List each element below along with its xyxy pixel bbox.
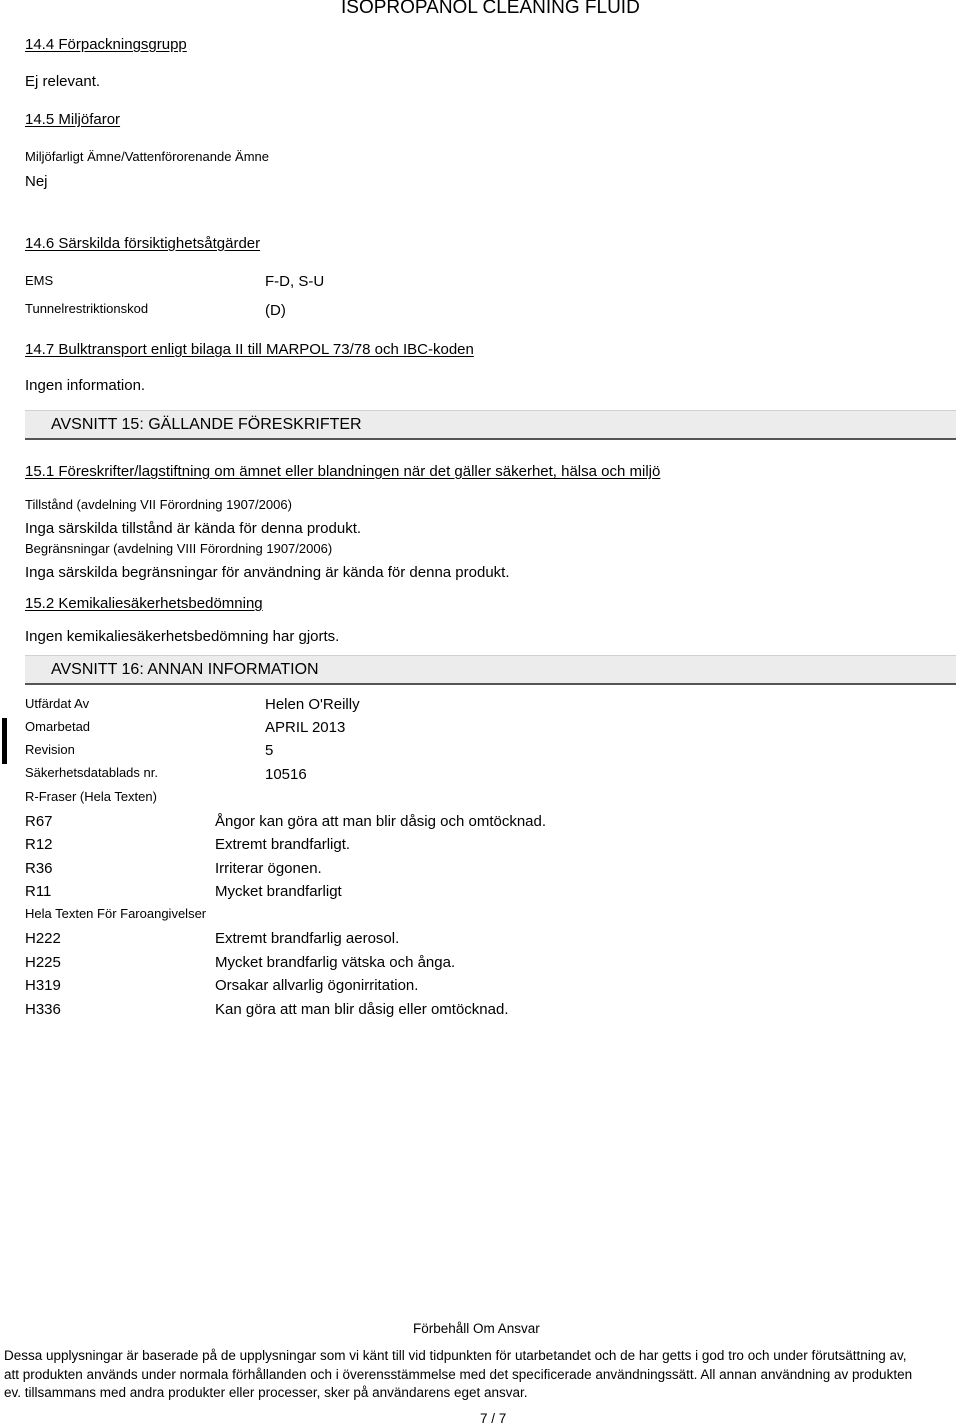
r-phrase-text: Irriterar ögonen. <box>215 860 322 877</box>
disclaimer-line-1: Dessa upplysningar är baserade på de upplysningar som vi känt till vid tidpunkten för utarbetandet och de har getts i god tro och under förutsättning av, <box>4 1348 907 1363</box>
r-phrase-code: R67 <box>25 813 53 830</box>
authorisation-label: Tillstånd (avdelning VII Förordning 1907/2006) <box>25 497 292 512</box>
r-phrase-code: R36 <box>25 860 53 877</box>
bulk-transport-text: Ingen information. <box>25 377 146 394</box>
chemical-safety-text: Ingen kemikaliesäkerhetsbedömning har gjorts. <box>25 628 340 645</box>
revision-value: 5 <box>265 742 274 759</box>
section-15-title: AVSNITT 15: GÄLLANDE FÖRESKRIFTER <box>51 416 362 433</box>
h-statement-text: Orsakar allvarlig ögonirritation. <box>215 977 419 994</box>
r-phrases-heading: R-Fraser (Hela Texten) <box>25 789 157 804</box>
h-statements-heading: Hela Texten För Faroangivelser <box>25 906 207 921</box>
restrictions-label: Begränsningar (avdelning VIII Förordning 1907/2006) <box>25 541 333 556</box>
disclaimer-line-3: ev. tillsammans med andra produkter eller processer, sker på användarens eget ansvar. <box>4 1385 528 1400</box>
ems-value: F-D, S-U <box>265 273 325 290</box>
revision-label: Revision <box>25 742 75 757</box>
r-phrase-code: R11 <box>25 883 52 900</box>
env-hazard-value: Nej <box>25 173 48 190</box>
issued-by-value: Helen O'Reilly <box>265 696 360 713</box>
env-hazard-label: Miljöfarligt Ämne/Vattenförorenande Ämne <box>25 149 269 164</box>
r-phrase-text: Mycket brandfarligt <box>215 883 342 900</box>
section-16-band <box>25 655 956 685</box>
heading-15-1: 15.1 Föreskrifter/lagstiftning om ämnet eller blandningen när det gäller säkerhet, hälsa och miljö <box>25 463 661 480</box>
heading-15-2: 15.2 Kemikaliesäkerhetsbedömning <box>25 595 263 612</box>
h-statement-code: H225 <box>25 954 61 971</box>
sds-number-value: 10516 <box>265 766 307 783</box>
sds-number-label: Säkerhetsdatablads nr. <box>25 765 158 780</box>
document-title: ISOPROPANOL CLEANING FLUID <box>341 0 640 18</box>
page-number: 7 / 7 <box>480 1411 507 1426</box>
r-phrase-code: R12 <box>25 836 53 853</box>
ems-label: EMS <box>25 273 54 288</box>
section-16-title: AVSNITT 16: ANNAN INFORMATION <box>51 661 319 678</box>
issued-by-label: Utfärdat Av <box>25 696 90 711</box>
disclaimer-line-2: att produkten används under normala förhållanden och i överensstämmelse med det specificerade användningssätt. All annan användning av produkten <box>4 1367 913 1382</box>
packing-group-text: Ej relevant. <box>25 73 101 90</box>
tunnel-code-label: Tunnelrestriktionskod <box>25 301 149 316</box>
h-statement-code: H319 <box>25 977 61 994</box>
h-statement-code: H336 <box>25 1001 61 1018</box>
h-statement-text: Kan göra att man blir dåsig eller omtöcknad. <box>215 1001 509 1018</box>
heading-14-7: 14.7 Bulktransport enligt bilaga II till MARPOL 73/78 och IBC-koden <box>25 341 474 358</box>
revision-marker <box>2 718 7 764</box>
heading-14-6: 14.6 Särskilda försiktighetsåtgärder <box>25 235 261 252</box>
r-phrase-text: Extremt brandfarligt. <box>215 836 351 853</box>
revised-value: APRIL 2013 <box>265 719 346 736</box>
heading-14-4: 14.4 Förpackningsgrupp <box>25 36 187 53</box>
revised-label: Omarbetad <box>25 719 91 734</box>
h-statement-code: H222 <box>25 930 61 947</box>
section-15-band <box>25 410 956 440</box>
h-statement-text: Mycket brandfarlig vätska och ånga. <box>215 954 456 971</box>
authorisation-text: Inga särskilda tillstånd är kända för denna produkt. <box>25 520 362 537</box>
h-statement-text: Extremt brandfarlig aerosol. <box>215 930 400 947</box>
restrictions-text: Inga särskilda begränsningar för användning är kända för denna produkt. <box>25 564 510 581</box>
r-phrase-text: Ångor kan göra att man blir dåsig och omtöcknad. <box>215 813 547 830</box>
disclaimer-heading: Förbehåll Om Ansvar <box>413 1321 540 1336</box>
tunnel-code-value: (D) <box>265 302 286 319</box>
heading-14-5: 14.5 Miljöfaror <box>25 111 121 128</box>
